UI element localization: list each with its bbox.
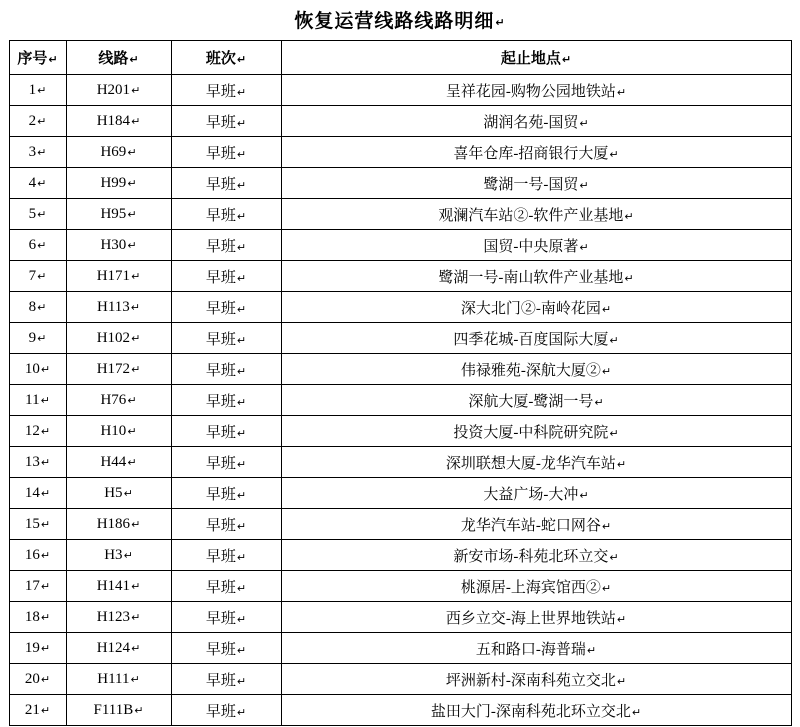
paragraph-mark-icon: ↵ <box>561 53 572 67</box>
cell-line: H184↵ <box>66 106 171 137</box>
paragraph-mark-icon: ↵ <box>236 240 247 254</box>
cell-route: 深大北门②-南岭花园↵ <box>281 292 791 323</box>
paragraph-mark-icon: ↵ <box>37 300 47 314</box>
table-row <box>9 75 791 106</box>
cell-shift: 早班↵ <box>171 168 281 199</box>
page-title <box>0 0 800 40</box>
paragraph-mark-icon: ↵ <box>37 176 47 190</box>
cell-line: H171↵ <box>66 261 171 292</box>
paragraph-mark-icon: ↵ <box>37 83 47 97</box>
cell-line: H69↵ <box>66 137 171 168</box>
paragraph-mark-icon: ↵ <box>40 486 51 500</box>
cell-index: 4↵ <box>9 168 66 199</box>
cell-route: 湖润名苑-国贸↵ <box>281 106 791 137</box>
cell-route: 观澜汽车站②-软件产业基地↵ <box>281 199 791 230</box>
paragraph-mark-icon: ↵ <box>624 209 634 223</box>
paragraph-mark-icon: ↵ <box>131 517 141 531</box>
cell-index: 9↵ <box>9 323 66 354</box>
paragraph-mark-icon: ↵ <box>127 424 137 438</box>
cell-route: 盐田大门-深南科苑北环立交北↵ <box>281 695 791 726</box>
cell-shift: 早班↵ <box>171 261 281 292</box>
paragraph-mark-icon: ↵ <box>40 393 50 407</box>
cell-line: H186↵ <box>66 509 171 540</box>
table-row <box>9 323 791 354</box>
cell-route: 鹭湖一号-南山软件产业基地↵ <box>281 261 791 292</box>
paragraph-mark-icon: ↵ <box>236 333 247 347</box>
cell-shift: 早班↵ <box>171 571 281 602</box>
paragraph-mark-icon: ↵ <box>130 300 140 314</box>
column-header-route: 起止地点↵ <box>281 41 791 75</box>
cell-line: H5↵ <box>66 478 171 509</box>
paragraph-mark-icon: ↵ <box>40 703 51 717</box>
table-row <box>9 509 791 540</box>
cell-route: 国贸-中央原著↵ <box>281 230 791 261</box>
cell-route: 四季花城-百度国际大厦↵ <box>281 323 791 354</box>
cell-shift: 早班↵ <box>171 695 281 726</box>
paragraph-mark-icon: ↵ <box>236 612 247 626</box>
paragraph-mark-icon: ↵ <box>123 486 133 500</box>
table-row <box>9 354 791 385</box>
paragraph-mark-icon: ↵ <box>37 114 47 128</box>
cell-shift: 早班↵ <box>171 230 281 261</box>
paragraph-mark-icon: ↵ <box>579 178 589 192</box>
cell-route: 呈祥花园-购物公园地铁站↵ <box>281 75 791 106</box>
cell-index: 17↵ <box>9 571 66 602</box>
cell-route: 投资大厦-中科院研究院↵ <box>281 416 791 447</box>
cell-line: H201↵ <box>66 75 171 106</box>
cell-route: 大益广场-大冲↵ <box>281 478 791 509</box>
cell-index: 21↵ <box>9 695 66 726</box>
table-header-row <box>9 41 791 75</box>
cell-route: 深圳联想大厦-龙华汽车站↵ <box>281 447 791 478</box>
cell-route: 新安市场-科苑北环立交↵ <box>281 540 791 571</box>
cell-route: 鹭湖一号-国贸↵ <box>281 168 791 199</box>
cell-line: H76↵ <box>66 385 171 416</box>
cell-shift: 早班↵ <box>171 633 281 664</box>
cell-line: H3↵ <box>66 540 171 571</box>
paragraph-mark-icon: ↵ <box>37 269 47 283</box>
cell-index: 15↵ <box>9 509 66 540</box>
table-row <box>9 137 791 168</box>
paragraph-mark-icon: ↵ <box>236 705 247 719</box>
cell-index: 19↵ <box>9 633 66 664</box>
table-row <box>9 199 791 230</box>
paragraph-mark-icon: ↵ <box>37 145 47 159</box>
cell-shift: 早班↵ <box>171 602 281 633</box>
paragraph-mark-icon: ↵ <box>601 581 612 595</box>
paragraph-mark-icon: ↵ <box>236 426 247 440</box>
table-row <box>9 571 791 602</box>
cell-line: H124↵ <box>66 633 171 664</box>
table-row <box>9 385 791 416</box>
cell-route: 深航大厦-鹭湖一号↵ <box>281 385 791 416</box>
cell-shift: 早班↵ <box>171 664 281 695</box>
paragraph-mark-icon: ↵ <box>40 362 51 376</box>
cell-index: 20↵ <box>9 664 66 695</box>
cell-line: H44↵ <box>66 447 171 478</box>
page-title-text: 恢复运营线路线路明细 <box>294 11 495 32</box>
table-row <box>9 540 791 571</box>
paragraph-mark-icon: ↵ <box>40 641 51 655</box>
cell-shift: 早班↵ <box>171 509 281 540</box>
paragraph-mark-icon: ↵ <box>40 672 51 686</box>
paragraph-mark-icon: ↵ <box>236 53 247 67</box>
table-row <box>9 633 791 664</box>
cell-line: H95↵ <box>66 199 171 230</box>
table-row <box>9 478 791 509</box>
paragraph-mark-icon: ↵ <box>236 116 247 130</box>
paragraph-mark-icon: ↵ <box>236 581 247 595</box>
cell-shift: 早班↵ <box>171 354 281 385</box>
cell-shift: 早班↵ <box>171 540 281 571</box>
cell-shift: 早班↵ <box>171 199 281 230</box>
cell-line: H111↵ <box>66 664 171 695</box>
paragraph-mark-icon: ↵ <box>236 519 247 533</box>
paragraph-mark-icon: ↵ <box>40 548 51 562</box>
paragraph-mark-icon: ↵ <box>40 517 51 531</box>
cell-route: 桃源居-上海宾馆西②↵ <box>281 571 791 602</box>
paragraph-mark-icon: ↵ <box>236 550 247 564</box>
table-row <box>9 292 791 323</box>
paragraph-mark-icon: ↵ <box>37 331 47 345</box>
paragraph-mark-icon: ↵ <box>40 579 51 593</box>
paragraph-mark-icon: ↵ <box>131 641 141 655</box>
column-header-shift: 班次↵ <box>171 41 281 75</box>
cell-index: 10↵ <box>9 354 66 385</box>
cell-index: 12↵ <box>9 416 66 447</box>
cell-index: 11↵ <box>9 385 66 416</box>
paragraph-mark-icon: ↵ <box>609 550 619 564</box>
paragraph-mark-icon: ↵ <box>130 672 140 686</box>
cell-shift: 早班↵ <box>171 447 281 478</box>
paragraph-mark-icon: ↵ <box>127 238 137 252</box>
table-row <box>9 695 791 726</box>
column-header-index: 序号↵ <box>9 41 66 75</box>
table-row <box>9 416 791 447</box>
paragraph-mark-icon: ↵ <box>40 424 51 438</box>
paragraph-mark-icon: ↵ <box>127 176 137 190</box>
table-body <box>9 75 791 726</box>
paragraph-mark-icon: ↵ <box>601 302 612 316</box>
cell-shift: 早班↵ <box>171 323 281 354</box>
paragraph-mark-icon: ↵ <box>127 393 137 407</box>
route-detail-table <box>9 40 792 726</box>
paragraph-mark-icon: ↵ <box>601 519 612 533</box>
cell-line: H141↵ <box>66 571 171 602</box>
cell-shift: 早班↵ <box>171 385 281 416</box>
paragraph-mark-icon: ↵ <box>624 271 634 285</box>
paragraph-mark-icon: ↵ <box>236 178 247 192</box>
table-row <box>9 664 791 695</box>
paragraph-mark-icon: ↵ <box>631 705 642 719</box>
paragraph-mark-icon: ↵ <box>236 395 247 409</box>
paragraph-mark-icon: ↵ <box>236 674 247 688</box>
cell-shift: 早班↵ <box>171 292 281 323</box>
paragraph-mark-icon: ↵ <box>236 147 247 161</box>
table-row <box>9 168 791 199</box>
paragraph-mark-icon: ↵ <box>609 426 619 440</box>
paragraph-mark-icon: ↵ <box>236 457 247 471</box>
paragraph-mark-icon: ↵ <box>40 455 51 469</box>
cell-index: 6↵ <box>9 230 66 261</box>
cell-index: 16↵ <box>9 540 66 571</box>
paragraph-mark-icon: ↵ <box>236 488 247 502</box>
cell-line: H10↵ <box>66 416 171 447</box>
cell-route: 龙华汽车站-蛇口网谷↵ <box>281 509 791 540</box>
table-row <box>9 261 791 292</box>
paragraph-mark-icon: ↵ <box>236 85 247 99</box>
paragraph-mark-icon: ↵ <box>609 147 619 161</box>
paragraph-mark-icon: ↵ <box>586 643 597 657</box>
paragraph-mark-icon: ↵ <box>616 674 627 688</box>
table-row <box>9 106 791 137</box>
cell-line: F111B↵ <box>66 695 171 726</box>
paragraph-mark-icon: ↵ <box>131 114 141 128</box>
cell-shift: 早班↵ <box>171 137 281 168</box>
cell-line: H113↵ <box>66 292 171 323</box>
paragraph-mark-icon: ↵ <box>616 457 627 471</box>
paragraph-mark-icon: ↵ <box>48 53 58 67</box>
paragraph-mark-icon: ↵ <box>579 488 589 502</box>
table-header <box>9 41 791 75</box>
paragraph-mark-icon: ↵ <box>495 16 506 30</box>
cell-line: H30↵ <box>66 230 171 261</box>
cell-route: 坪洲新村-深南科苑立交北↵ <box>281 664 791 695</box>
table-row <box>9 447 791 478</box>
cell-index: 1↵ <box>9 75 66 106</box>
paragraph-mark-icon: ↵ <box>236 364 247 378</box>
paragraph-mark-icon: ↵ <box>37 207 47 221</box>
paragraph-mark-icon: ↵ <box>131 362 141 376</box>
cell-index: 3↵ <box>9 137 66 168</box>
table-row <box>9 230 791 261</box>
cell-index: 18↵ <box>9 602 66 633</box>
paragraph-mark-icon: ↵ <box>131 610 141 624</box>
cell-shift: 早班↵ <box>171 478 281 509</box>
cell-shift: 早班↵ <box>171 106 281 137</box>
column-header-line: 线路↵ <box>66 41 171 75</box>
paragraph-mark-icon: ↵ <box>616 612 627 626</box>
cell-line: H123↵ <box>66 602 171 633</box>
paragraph-mark-icon: ↵ <box>127 455 137 469</box>
paragraph-mark-icon: ↵ <box>129 53 139 67</box>
cell-index: 5↵ <box>9 199 66 230</box>
cell-line: H102↵ <box>66 323 171 354</box>
paragraph-mark-icon: ↵ <box>236 209 247 223</box>
cell-index: 2↵ <box>9 106 66 137</box>
paragraph-mark-icon: ↵ <box>609 333 619 347</box>
paragraph-mark-icon: ↵ <box>127 145 137 159</box>
table-row <box>9 602 791 633</box>
cell-index: 7↵ <box>9 261 66 292</box>
paragraph-mark-icon: ↵ <box>131 83 141 97</box>
paragraph-mark-icon: ↵ <box>236 271 247 285</box>
paragraph-mark-icon: ↵ <box>236 643 247 657</box>
cell-route: 五和路口-海普瑞↵ <box>281 633 791 664</box>
paragraph-mark-icon: ↵ <box>579 240 589 254</box>
paragraph-mark-icon: ↵ <box>601 364 612 378</box>
paragraph-mark-icon: ↵ <box>127 207 137 221</box>
cell-shift: 早班↵ <box>171 416 281 447</box>
cell-index: 14↵ <box>9 478 66 509</box>
cell-route: 伟禄雅苑-深航大厦②↵ <box>281 354 791 385</box>
cell-route: 喜年仓库-招商银行大厦↵ <box>281 137 791 168</box>
cell-line: H99↵ <box>66 168 171 199</box>
paragraph-mark-icon: ↵ <box>616 85 627 99</box>
paragraph-mark-icon: ↵ <box>236 302 247 316</box>
paragraph-mark-icon: ↵ <box>131 331 141 345</box>
paragraph-mark-icon: ↵ <box>131 269 141 283</box>
paragraph-mark-icon: ↵ <box>594 395 604 409</box>
cell-index: 13↵ <box>9 447 66 478</box>
paragraph-mark-icon: ↵ <box>579 116 589 130</box>
paragraph-mark-icon: ↵ <box>37 238 47 252</box>
cell-index: 8↵ <box>9 292 66 323</box>
paragraph-mark-icon: ↵ <box>131 579 141 593</box>
cell-line: H172↵ <box>66 354 171 385</box>
paragraph-mark-icon: ↵ <box>123 548 133 562</box>
cell-shift: 早班↵ <box>171 75 281 106</box>
paragraph-mark-icon: ↵ <box>134 703 144 717</box>
cell-route: 西乡立交-海上世界地铁站↵ <box>281 602 791 633</box>
paragraph-mark-icon: ↵ <box>40 610 51 624</box>
